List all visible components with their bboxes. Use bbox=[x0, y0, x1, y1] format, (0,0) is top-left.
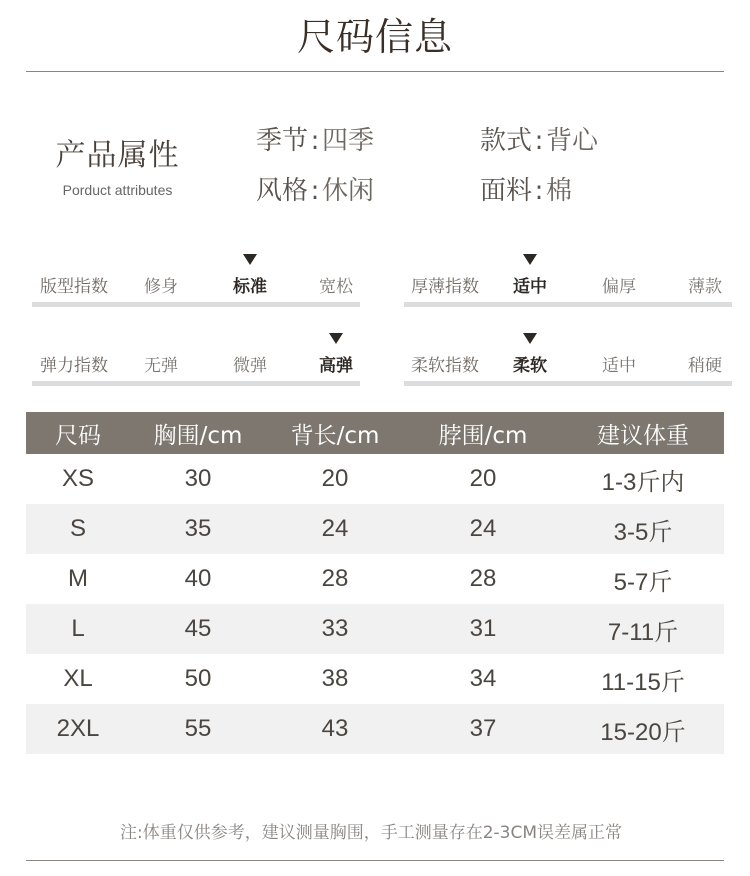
attribute-value: 背心 bbox=[546, 126, 599, 156]
page-title: 尺码信息 bbox=[296, 15, 453, 59]
table-cell: 20 bbox=[469, 465, 497, 492]
table-row bbox=[26, 554, 724, 604]
attribute-value: 休闲 bbox=[322, 176, 375, 206]
selected-marker-icon bbox=[243, 254, 257, 265]
attributes-heading: 产品属性 bbox=[55, 138, 180, 173]
selected-marker-icon bbox=[329, 333, 343, 344]
column-header: 建议体重 bbox=[597, 422, 689, 449]
table-cell: 40 bbox=[184, 565, 212, 592]
index-option: 稍硬 bbox=[688, 356, 722, 376]
table-cell: 38 bbox=[321, 665, 349, 692]
table-cell: 1-3斤内 bbox=[601, 468, 685, 496]
attribute-fabric: 面料 : 棉 bbox=[480, 176, 573, 206]
size-table bbox=[26, 412, 724, 754]
index-scale-bar bbox=[32, 302, 360, 307]
index-option: 无弹 bbox=[144, 356, 178, 376]
table-cell: 7-11斤 bbox=[607, 618, 679, 646]
index-option: 微弹 bbox=[233, 356, 267, 376]
table-cell: 34 bbox=[469, 665, 497, 692]
index-option-selected: 标准 bbox=[233, 277, 267, 297]
top-divider bbox=[26, 71, 724, 72]
table-cell: 24 bbox=[321, 515, 349, 542]
bottom-divider bbox=[26, 860, 724, 861]
column-header: 脖围/cm bbox=[438, 422, 528, 449]
table-cell: 30 bbox=[184, 465, 212, 492]
index-label: 柔软指数 bbox=[411, 356, 479, 376]
table-cell: 50 bbox=[184, 665, 212, 692]
table-cell: 31 bbox=[469, 615, 497, 642]
attribute-key: 款式 bbox=[480, 126, 533, 156]
index-option-selected: 高弹 bbox=[319, 356, 353, 376]
table-cell: 55 bbox=[184, 715, 212, 742]
index-option-selected: 柔软 bbox=[513, 356, 547, 376]
table-cell: 28 bbox=[469, 565, 497, 592]
table-cell: XS bbox=[61, 465, 94, 492]
attribute-fashion: 风格 : 休闲 bbox=[256, 176, 375, 206]
attribute-key: 风格 bbox=[256, 176, 309, 206]
table-cell: 24 bbox=[469, 515, 497, 542]
index-option: 适中 bbox=[602, 356, 636, 376]
selected-marker-icon bbox=[523, 333, 537, 344]
column-header: 胸围/cm bbox=[153, 422, 243, 449]
table-cell: 33 bbox=[321, 615, 349, 642]
attributes-subheading: Porduct attributes bbox=[62, 182, 173, 198]
table-row bbox=[26, 504, 724, 554]
table-cell: 15-20斤 bbox=[600, 718, 686, 746]
index-option-selected: 适中 bbox=[513, 277, 547, 297]
table-header bbox=[26, 412, 724, 454]
table-cell: 37 bbox=[469, 715, 497, 742]
table-row bbox=[26, 454, 724, 504]
table-cell: 20 bbox=[321, 465, 349, 492]
table-cell: 45 bbox=[184, 615, 212, 642]
column-header: 尺码 bbox=[55, 422, 101, 449]
table-cell: M bbox=[68, 565, 88, 592]
index-option: 偏厚 bbox=[602, 277, 636, 297]
index-scale-bar bbox=[404, 381, 732, 386]
index-scale-bar bbox=[404, 302, 732, 307]
index-option: 薄款 bbox=[688, 277, 722, 297]
attribute-value: 四季 bbox=[322, 126, 375, 156]
table-cell: 43 bbox=[321, 715, 349, 742]
attribute-key: 季节 bbox=[256, 126, 309, 156]
index-label: 厚薄指数 bbox=[411, 277, 479, 297]
index-scale-bar bbox=[32, 381, 360, 386]
table-row bbox=[26, 704, 724, 754]
table-cell: XL bbox=[63, 665, 93, 692]
table-row bbox=[26, 654, 724, 704]
attribute-style: 款式 : 背心 bbox=[480, 126, 599, 156]
table-row bbox=[26, 604, 724, 654]
table-cell: S bbox=[69, 515, 86, 542]
attribute-key: 面料 bbox=[480, 176, 533, 206]
attribute-value: 棉 bbox=[546, 176, 573, 206]
footnote: 注:体重仅供参考，建议测量胸围，手工测量存在2-3CM误差属正常 bbox=[119, 823, 623, 843]
table-cell: 11-15斤 bbox=[601, 668, 685, 696]
table-cell: 5-7斤 bbox=[613, 568, 673, 596]
table-cell: 2XL bbox=[56, 715, 100, 742]
index-label: 版型指数 bbox=[40, 277, 108, 297]
attribute-season: 季节 : 四季 bbox=[256, 126, 375, 156]
index-label: 弹力指数 bbox=[40, 356, 108, 376]
table-cell: 28 bbox=[321, 565, 349, 592]
index-option: 宽松 bbox=[319, 277, 353, 297]
column-header: 背长/cm bbox=[290, 422, 380, 449]
selected-marker-icon bbox=[523, 254, 537, 265]
table-cell: 3-5斤 bbox=[613, 518, 673, 546]
index-option: 修身 bbox=[144, 277, 178, 297]
table-cell: 35 bbox=[184, 515, 212, 542]
table-cell: L bbox=[71, 615, 85, 642]
